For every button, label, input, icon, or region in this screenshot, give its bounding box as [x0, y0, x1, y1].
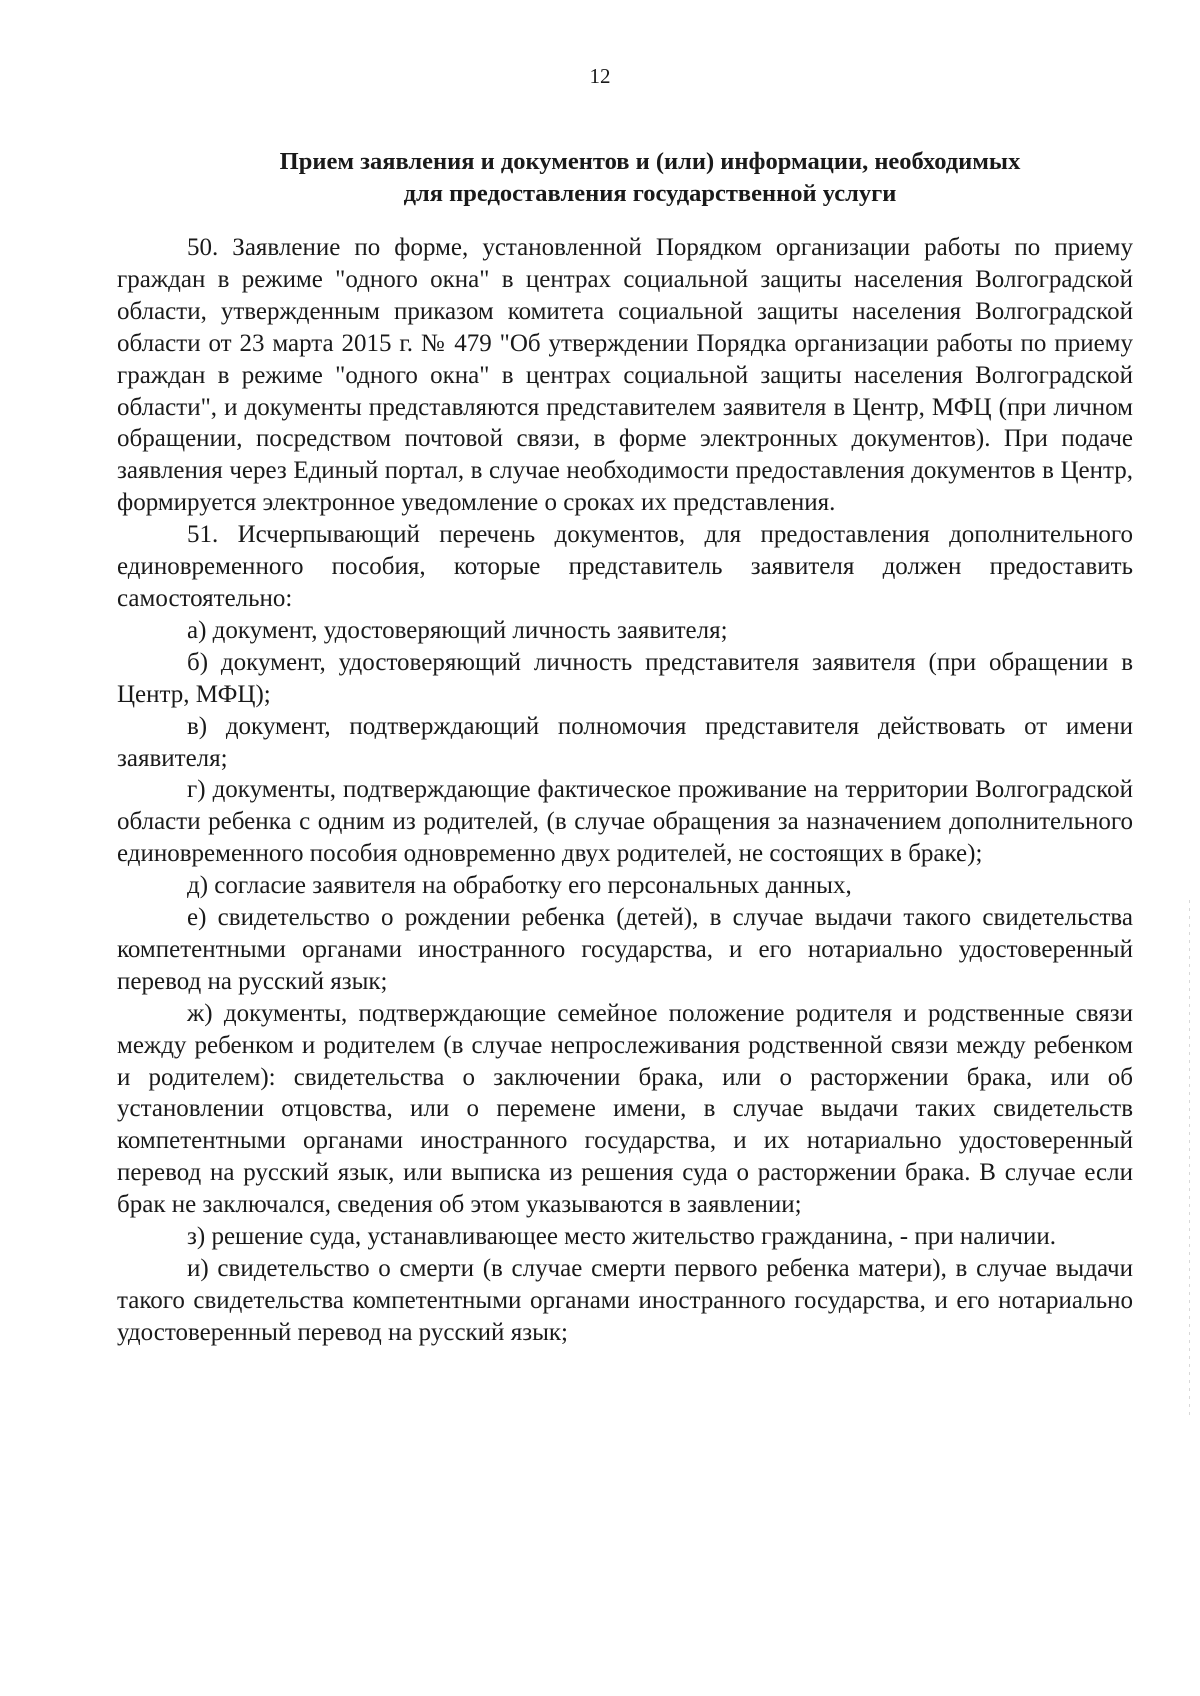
section-heading-line-2: для предоставления государственной услуги: [403, 180, 897, 207]
list-item-i: и) свидетельство о смерти (в случае смерти первого ребенка матери), в случае выдачи такого свидетельства компетентными органами иностранного государства, и его нотариально удостоверенный перевод на русский язык;: [117, 1255, 1133, 1346]
list-item-a: а) документ, удостоверяющий личность заявителя;: [187, 616, 728, 644]
list-item-b: б) документ, удостоверяющий личность представителя заявителя (при обращении в Центр, МФЦ);: [117, 648, 1133, 708]
section-heading-line-1: Прием заявления и документов и (или) информации, необходимых: [279, 148, 1021, 175]
paragraph-50: 50. Заявление по форме, установленной Порядком организации работы по приему граждан в режиме "одного окна" в центрах социальной защиты населения Волгоградской области, утвержденным приказом комитета социальной защиты населения Волгоградской области от 23 марта 2015 г. № 479 "Об утверждении Порядка организации работы по приему граждан в режиме "одного окна" в центрах социальной защиты населения Волгоградской области", и документы представляются представителем заявителя в Центр, МФЦ (при личном обращении, посредством почтовой связи, в форме электронных документов). При подаче заявления через Единый портал, в случае необходимости предоставления документов в Центр, формируется электронное уведомление о сроках их представления.: [117, 234, 1133, 517]
document-body: [117, 232, 1133, 1349]
paragraph-51: 51. Исчерпывающий перечень документов, для предоставления дополнительного единовременного пособия, которые представитель заявителя должен предоставить самостоятельно:: [117, 521, 1133, 612]
list-item-z: з) решение суда, устанавливающее место жительство гражданина, - при наличии.: [187, 1223, 1056, 1251]
list-item-zh: ж) документы, подтверждающие семейное положение родителя и родственные связи между ребенком и родителем (в случае непрослеживания родственной связи между ребенком и родителем): свидетельства о заключении брака, или о расторжении брака, или об установлении отцовства, или о перемене имени, в случае выдачи таких свидетельств компетентными органами иностранного государства, и их нотариально удостоверенный перевод на русский язык, или выписка из решения суда о расторжении брака. В случае если брак не заключался, сведения об этом указываются в заявлении;: [117, 999, 1133, 1219]
list-item-v: в) документ, подтверждающий полномочия представителя действовать от имени заявителя;: [117, 712, 1133, 772]
section-heading: [150, 146, 1150, 210]
scan-edge-mark: [1189, 900, 1190, 1420]
list-item-d: д) согласие заявителя на обработку его персональных данных,: [187, 872, 852, 900]
list-item-g: г) документы, подтверждающие фактическое проживание на территории Волгоградской области ребенка с одним из родителей, (в случае обращения за назначением дополнительного единовременного пособия одновременно двух родителей, не состоящих в браке);: [117, 776, 1133, 868]
list-item-e: е) свидетельство о рождении ребенка (детей), в случае выдачи такого свидетельства компетентными органами иностранного государства, и его нотариально удостоверенный перевод на русский язык;: [117, 904, 1133, 995]
page-number: 12: [589, 64, 611, 88]
